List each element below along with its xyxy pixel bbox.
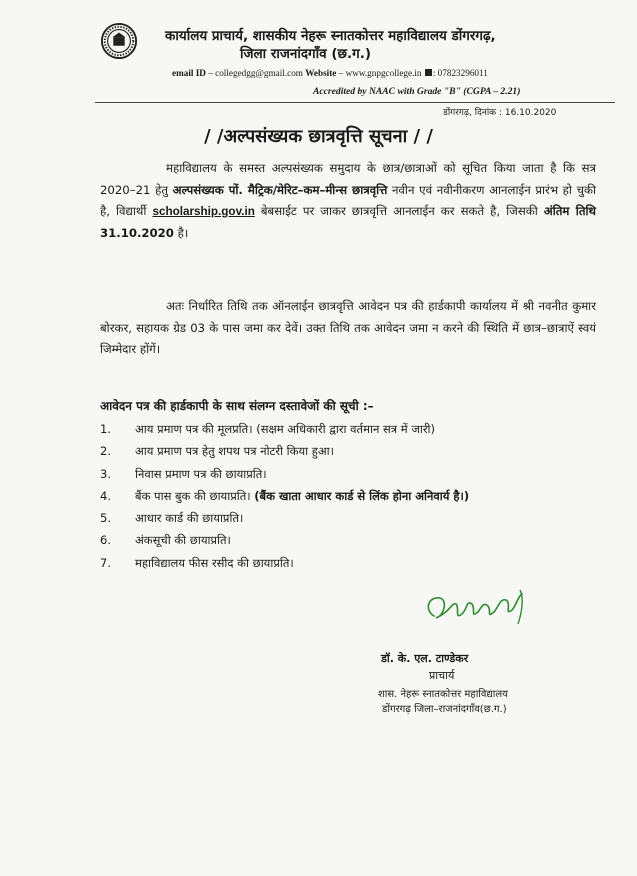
signatory-designation: प्राचार्य xyxy=(429,669,455,682)
list-item-text: अंकसूची की छायाप्रति। xyxy=(135,533,231,548)
website-value: – www.gnpgcollege.in xyxy=(336,68,424,78)
documents-list xyxy=(100,422,600,578)
list-item xyxy=(100,489,600,511)
list-item-text-plain: बैंक पास बुक की छायाप्रति। xyxy=(135,488,255,503)
college-seal-icon xyxy=(100,22,138,60)
list-item xyxy=(100,556,600,578)
scholarship-website: scholarship.gov.in xyxy=(152,205,255,218)
signatory-org-line2: डोंगरगढ़ जिला–राजनांदगाँव(छ.ग.) xyxy=(382,704,507,715)
signatory-name: डॉ. के. एल. टाण्डेकर xyxy=(381,652,469,665)
list-item xyxy=(100,444,600,466)
letterhead-office: कार्यालय प्राचार्य, शासकीय नेहरू स्नातकोत्तर महाविद्यालय डोंगरगढ़, xyxy=(165,28,496,44)
list-item-number: 7. xyxy=(100,555,111,570)
signatory-org-line1: शास. नेहरू स्नातकोत्तर महाविद्यालय xyxy=(378,689,508,700)
list-item-number: 2. xyxy=(100,444,111,459)
last-date: अंतिम तिथि 31.10.2020 xyxy=(100,204,596,240)
scholarship-name: अल्पसंख्यक पों. मैट्रिक/मेरिट–कम–मीन्स छात्रवृत्ति xyxy=(172,182,388,197)
website-label: Website xyxy=(305,68,337,78)
letterhead-district: जिला राजनांदगाँव (छ.ग.) xyxy=(240,46,372,62)
phone-value: : 07823296011 xyxy=(432,68,488,78)
header-divider xyxy=(95,102,615,103)
accreditation: Accredited by NAAC with Grade "B" (CGPA – 2.21) xyxy=(313,86,521,97)
list-item-text: आधार कार्ड की छायाप्रति। xyxy=(135,511,244,526)
list-item xyxy=(100,533,600,555)
list-item-text xyxy=(135,489,469,504)
letterhead-contact xyxy=(172,68,488,78)
para1-c: नवीन एवं नवीनीकरण आनलाईन प्रारंभ हो चुकी है, विद्यार्थी xyxy=(100,182,596,218)
list-item-number: 6. xyxy=(100,533,111,548)
list-item xyxy=(100,422,600,444)
email-label: email ID xyxy=(172,68,206,78)
notice-title: / /अल्पसंख्यक छात्रवृत्ति सूचना / / xyxy=(204,126,433,147)
para1-a: महाविद्यालय के समस्त अल्पसंख्यक समुदाय के छात्र/छात्राओं को सूचित किया जाता है कि सत्र 2020–21 हेतु xyxy=(100,161,596,197)
phone-icon xyxy=(425,69,432,76)
paragraph-1 xyxy=(100,158,596,244)
principal-signature xyxy=(420,582,530,632)
date-line: डोंगरगढ़, दिनांक : 16.10.2020 xyxy=(443,108,557,118)
list-item-text: आय प्रमाण पत्र की मूलप्रति। (सक्षम अधिकारी द्वारा वर्तमान सत्र में जारी) xyxy=(135,422,435,436)
list-item-number: 3. xyxy=(100,466,111,481)
email-value: – collegedgg@gmail.com xyxy=(205,68,306,78)
list-item-number: 4. xyxy=(100,488,111,503)
para1-f: है। xyxy=(173,225,189,240)
list-item-text: आय प्रमाण पत्र हेतु शपथ पत्र नोटरी किया हुआ। xyxy=(135,444,335,459)
list-item xyxy=(100,511,600,533)
list-item xyxy=(100,467,600,489)
list-item-text-bold: (बैंक खाता आधार कार्ड से लिंक होना अनिवार्य है।) xyxy=(254,488,470,503)
documents-list-heading: आवेदन पत्र की हार्डकापी के साथ संलग्न दस्तावेजों की सूची :– xyxy=(100,399,374,413)
list-item-number: 1. xyxy=(100,422,111,436)
para1-d: बेबसाईट पर जाकर छात्रवृत्ति आनलाईन कर सकते है, जिसकी xyxy=(254,204,544,218)
list-item-text: निवास प्रमाण पत्र की छायाप्रति। xyxy=(135,466,267,481)
paragraph-2 xyxy=(100,296,596,361)
para2-text: अतः निर्धारित तिथि तक ऑनलाईन छात्रवृत्ति आवेदन पत्र की हार्डकापी कार्यालय में श्री नवनीत कुमार बोरकर, सहायक ग्रेड 03 के पास जमा कर देवें। उक्त तिथि तक आवेदन जमा न करने की स्थिति में छात्र–छात्राऐं स्वयं जिम्मेदार होंगें। xyxy=(100,299,596,356)
list-item-text: महाविद्यालय फीस रसीद की छायाप्रति। xyxy=(135,555,294,570)
list-item-number: 5. xyxy=(100,511,111,526)
